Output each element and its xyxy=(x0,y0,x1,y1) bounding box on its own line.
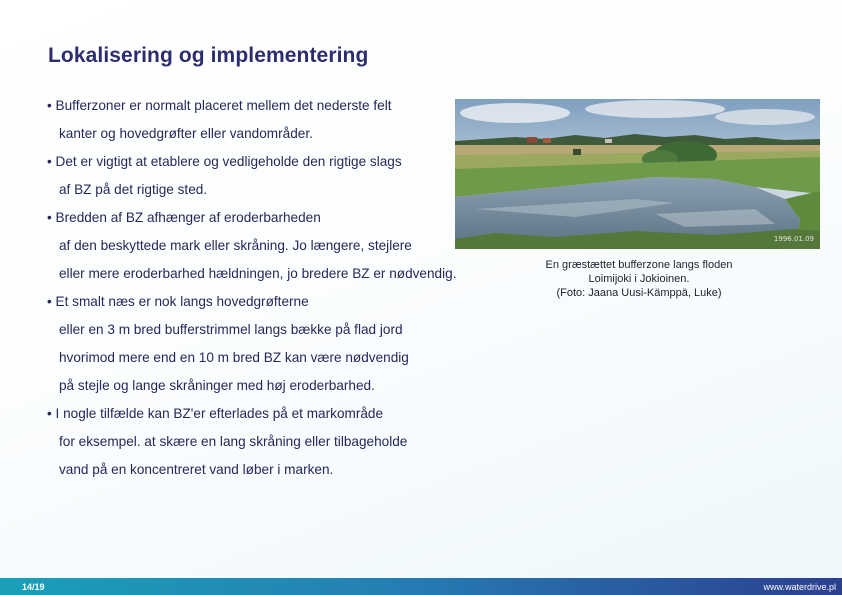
river-landscape-image xyxy=(455,99,820,249)
river-photo xyxy=(455,99,820,249)
photo-caption xyxy=(455,258,823,300)
bullet-list xyxy=(47,92,467,484)
bullet-line: • Bredden af BZ afhænger af eroderbarheden xyxy=(47,210,321,225)
bullet-line: hvorimod mere end en 10 m bred BZ kan være nødvendig xyxy=(59,350,409,365)
bullet-line: • Bufferzoner er normalt placeret mellem det nederste felt xyxy=(47,98,392,113)
bullet-line: • Et smalt næs er nok langs hovedgrøfterne xyxy=(47,294,309,309)
bullet-line: kanter og hovedgrøfter eller vandområder. xyxy=(59,126,313,141)
bullet-line: for eksempel. at skære en lang skråning eller tilbageholde xyxy=(59,434,408,449)
bullet-line: vand på en koncentreret vand løber i marken. xyxy=(59,462,334,477)
bullet-line: af BZ på det rigtige sted. xyxy=(59,182,208,197)
bullet-line: af den beskyttede mark eller skråning. Jo længere, stejlere xyxy=(59,238,412,253)
caption-line: (Foto: Jaana Uusi-Kämppä, Luke) xyxy=(556,287,722,299)
photo-date-stamp: 1996.01.09 xyxy=(773,235,814,243)
page-number: 14/19 xyxy=(22,582,45,592)
bullet-line: eller mere eroderbarhed hældningen, jo bredere BZ er nødvendig. xyxy=(59,266,457,281)
bullet-line: • Det er vigtigt at etablere og vedligeholde den rigtige slags xyxy=(47,154,402,169)
bullet-line: • I nogle tilfælde kan BZ'er efterlades på et markområde xyxy=(47,406,384,421)
caption-line: En græstættet bufferzone langs floden xyxy=(545,259,733,271)
website-link[interactable]: www.waterdrive.pl xyxy=(763,582,836,592)
caption-line: Loimijoki i Jokioinen. xyxy=(588,273,690,285)
bullet-line: eller en 3 m bred bufferstrimmel langs bække på flad jord xyxy=(59,322,403,337)
bullet-line: på stejle og lange skråninger med høj eroderbarhed. xyxy=(59,378,375,393)
slide-title: Lokalisering og implementering xyxy=(48,44,369,67)
footer-bar xyxy=(0,578,842,595)
